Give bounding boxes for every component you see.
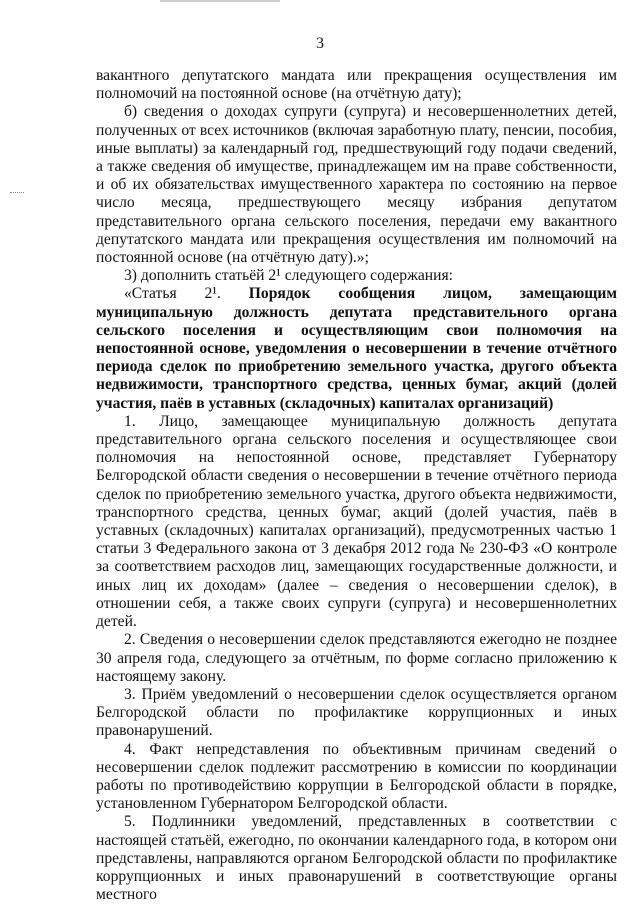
paragraph-add-article: 3) дополнить статьёй 2¹ следующего содержания: xyxy=(124,267,453,285)
scan-margin-mark xyxy=(10,192,24,197)
clause-4: 4. Факт непредставления по объективным причинам сведений о несовершении сделок подлежит рассмотрению в комиссии по координации работы по противодействию коррупции в Белгородской области в порядке, установленном Губернатором Белгородской области. xyxy=(96,740,617,813)
article-prefix: «Статья 2¹. xyxy=(124,285,249,303)
clause-1: 1. Лицо, замещающее муниципальную должность депутата представительного органа сельского поселения и осуществляющее свои полномочия на непостоянной основе, представляет Губернатору Белгородской области сведения о несовершении в течение отчётного периода сделок по приобретению земельного участка, другого объекта недвижимости, транспортного средства, ценных бумаг, акций (долей участия, паёв в уставных (складочных) капиталах организаций), предусмотренных частью 1 статьи 3 Федерального закона от 3 декабря 2012 года № 230-ФЗ «О контроле за соответствием расходов лиц, замещающих государственные должности, и иных лиц их доходам» (далее – сведения о несовершении сделок), в отношении себя, а также своих супруги (супруга) и несовершеннолетних детей. xyxy=(96,412,617,631)
scan-edge-mark xyxy=(160,0,280,2)
page-number: 3 xyxy=(316,35,324,52)
paragraph-mandate-continuation: вакантного депутатского мандата или прекращения осуществления им полномочий на постоянной основе (на отчётную дату); xyxy=(96,67,617,103)
clause-2: 2. Сведения о несовершении сделок представляются ежегодно не позднее 30 апреля года, следующего за отчётным, по форме согласно приложению к настоящему закону. xyxy=(96,631,617,685)
clause-3: 3. Приём уведомлений о несовершении сделок осуществляется органом Белгородской области по профилактике коррупционных и иных правонарушений. xyxy=(96,685,617,740)
article-title: Порядок сообщения лицом, замещающим муниципальную должность депутата представительного органа сельского поселения и осуществляющим свои полномочия на непостоянной основе, уведомления о несовершении в течение отчётного периода сделок по приобретению земельного участка, другого объекта недвижимости, транспортного средства, ценных бумаг, акций (долей участия, паёв в уставных (складочных) капиталах организаций) xyxy=(96,285,618,412)
document-body xyxy=(96,67,617,904)
clause-5: 5. Подлинники уведомлений, представленных в соответствии с настоящей статьёй, ежегодно, по окончании календарного года, в котором они представлены, направляются органом Белгородской области по профилактике коррупционных и иных правонарушений в соответствующие органы местного xyxy=(96,813,617,904)
article-heading xyxy=(96,285,617,412)
paragraph-spouse-income: б) сведения о доходах супруги (супруга) и несовершеннолетних детей, полученных от всех источников (включая заработную плату, пенсии, пособия, иные выплаты) за календарный год, предшествующий году подачи сведений, а также сведения об имуществе, принадлежащем им на праве собственности, и об их обязательствах имущественного характера по состоянию на первое число месяца, предшествующего месяцу избрания депутатом представительного органа сельского поселения, передачи ему вакантного депутатского мандата или прекращения осуществления им полномочий на постоянной основе (на отчётную дату).»; xyxy=(96,103,617,267)
